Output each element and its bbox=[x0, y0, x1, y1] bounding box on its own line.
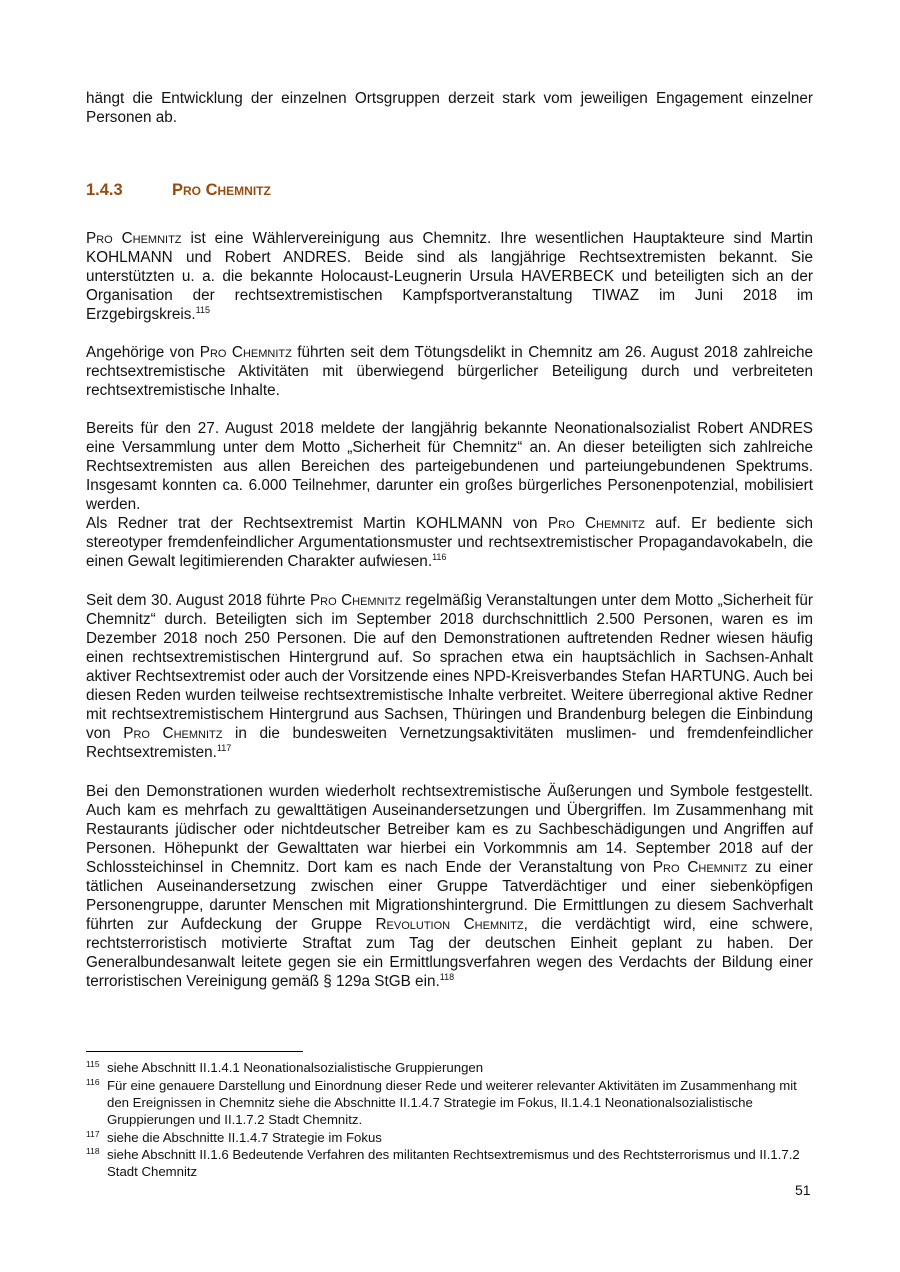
footnote-number: 117 bbox=[86, 1129, 100, 1139]
paragraph-5: Bei den Demonstrationen wurden wiederholt rechtsextremistische Äußerungen und Symbole festgestellt. Auch kam es mehrfach zu gewalttätigen Auseinandersetzungen und Übergriffen. Im Zusammenhang mit Restaurants jüdischer oder nichtdeutscher Betreiber kam es zu Sachbeschädigungen und Angriffen auf Personen. Höhepunkt der Gewalttaten war hierbei ein Vorkommnis am 14. September 2018 auf der Schlossteichinsel in Chemnitz. Dort kam es nach Ende der Veranstaltung von Pro Chemnitz zu einer tätlichen Auseinandersetzung zwischen einer Gruppe Tatverdächtiger und einer siebenköpfigen Personengruppe, darunter Menschen mit Migrationshintergrund. Die Ermittlungen zu diesem Sachverhalt führten zur Aufdeckung der Gruppe Revolution Chemnitz, die verdächtigt wird, eine schwere, rechtsterroristisch motivierte Straftat zum Tag der deutschen Einheit geplant zu haben. Der Generalbundesanwalt leitete gegen sie ein Ermittlungsverfahren wegen des Verdachts der Bildung einer terroristischen Vereinigung gemäß § 129a StGB ein.$^{118}$ bbox=[86, 783, 814, 990]
section-heading bbox=[86, 181, 271, 200]
footnote-ref: 117 bbox=[216, 743, 232, 753]
org-name-revolution: Revolution Chemnitz bbox=[375, 916, 524, 933]
org-name: Pro Chemnitz bbox=[652, 859, 748, 876]
paragraph-2: Angehörige von Pro Chemnitz führten seit dem Tötungsdelikt in Chemnitz am 26. August 2018 zahlreiche rechtsextremistische Aktivitäten mit überwiegend bürgerlicher Beteiligung durch und verbreiteten rechtsextremistische Inhalte. bbox=[86, 344, 814, 399]
footnote-divider bbox=[86, 1051, 303, 1052]
footnote-text: Für eine genauere Darstellung und Einordnung dieser Rede und weiterer relevanter Aktivitäten im Zusammenhang mit den Ereignissen in Chemnitz siehe die Abschnitte II.1.4.7 Strategie im Fokus, II.1.4.1 Neonationalsozialistische Gruppierungen und II.1.7.2 Stadt Chemnitz. bbox=[107, 1078, 797, 1127]
section-title: Pro Chemnitz bbox=[172, 181, 271, 199]
footnote-text: siehe Abschnitt II.1.4.1 Neonationalsozialistische Gruppierungen bbox=[107, 1060, 484, 1075]
footnote-ref: 115 bbox=[195, 305, 211, 315]
footnote-number: 116 bbox=[86, 1077, 100, 1087]
footnote-ref: 116 bbox=[432, 552, 447, 562]
footnote-text: siehe Abschnitt II.1.6 Bedeutende Verfahren des militanten Rechtsextremismus und des Rechtsterrorismus und II.1.7.2 Stadt Chemnitz bbox=[107, 1147, 800, 1179]
footnote-number: 118 bbox=[86, 1146, 100, 1156]
footnote-ref: 118 bbox=[439, 972, 455, 982]
section-number: 1.4.3 bbox=[86, 181, 123, 199]
org-name: Pro Chemnitz bbox=[199, 344, 292, 361]
paragraph-4: Seit dem 30. August 2018 führte Pro Chemnitz regelmäßig Veranstaltungen unter dem Motto „Sicherheit für Chemnitz“ durch. Beteiligten sich im September 2018 durchschnittlich 2.500 Personen, waren es im Dezember 2018 noch 250 Personen. Die auf den Demonstrationen auftretenden Redner wiesen häufig einen rechtsextremistischen Hintergrund auf. So sprachen etwa ein hauptsächlich in Sachsen-Anhalt aktiver Rechtsextremist oder auch der Vorsitzende eines NPD-Kreisverbandes Stefan HARTUNG. Auch bei diesen Reden wurden teilweise rechtsextremistische Inhalte verbreitet. Weitere überregional aktive Redner mit rechtsextremistischem Hintergrund aus Sachsen, Thüringen und Brandenburg belegen die Einbindung von Pro Chemnitz in die bundesweiten Vernetzungsaktivitäten muslimen- und fremdenfeindlicher Rechtsextremisten.$^{117}$ bbox=[86, 592, 813, 761]
footnote-115 bbox=[86, 1059, 813, 1076]
org-name: Pro Chemnitz bbox=[86, 230, 182, 247]
paragraph-3: Bereits für den 27. August 2018 meldete der langjährig bekannte Neonationalsozialist Robert ANDRES eine Versammlung unter dem Motto „Sicherheit für Chemnitz“ an. An dieser beteiligten sich zahlreiche Rechtsextremisten aus allen Bereichen des parteigebundenen und parteiungebundenen Spektrums. Insgesamt konnten ca. 6.000 Teilnehmer, darunter ein großes bürgerliches Personenpotenzial, mobilisiert werden. Als Redner trat der Rechtsextremist Martin KOHLMANN von Pro Chemnitz auf. Er bediente sich stereotyper fremdenfeindlicher Argumentationsmuster und rechtsextremistischer Propagandavokabeln, die einen Gewalt legitimierenden Charakter aufwiesen.$^{116}$ bbox=[86, 420, 814, 570]
intro-paragraph: hängt die Entwicklung der einzelnen Ortsgruppen derzeit stark vom jeweiligen Engagement einzelner Personen ab. bbox=[86, 90, 813, 126]
org-name: Pro Chemnitz bbox=[547, 515, 645, 532]
footnote-number: 115 bbox=[86, 1059, 100, 1069]
org-name: Pro Chemnitz bbox=[123, 725, 223, 742]
page-number: 51 bbox=[795, 1182, 811, 1198]
paragraph-1: Pro Chemnitz ist eine Wählervereinigung aus Chemnitz. Ihre wesentlichen Hauptakteure sind Martin KOHLMANN und Robert ANDRES. Beide sind als langjährige Rechtsextremisten bekannt. Sie unterstützten u. a. die bekannte Holocaust-Leugnerin Ursula HAVERBECK und beteiligten sich an der Organisation der rechtsextremistischen Kampfsportveranstaltung TIWAZ im Juni 2018 im Erzgebirgskreis.$^{115}$ bbox=[86, 230, 813, 323]
footnote-116 bbox=[86, 1077, 813, 1128]
footnote-text: siehe die Abschnitte II.1.4.7 Strategie im Fokus bbox=[107, 1130, 382, 1145]
footnote-118 bbox=[86, 1146, 813, 1180]
org-name: Pro Chemnitz bbox=[309, 592, 402, 609]
footnote-117 bbox=[86, 1129, 813, 1146]
